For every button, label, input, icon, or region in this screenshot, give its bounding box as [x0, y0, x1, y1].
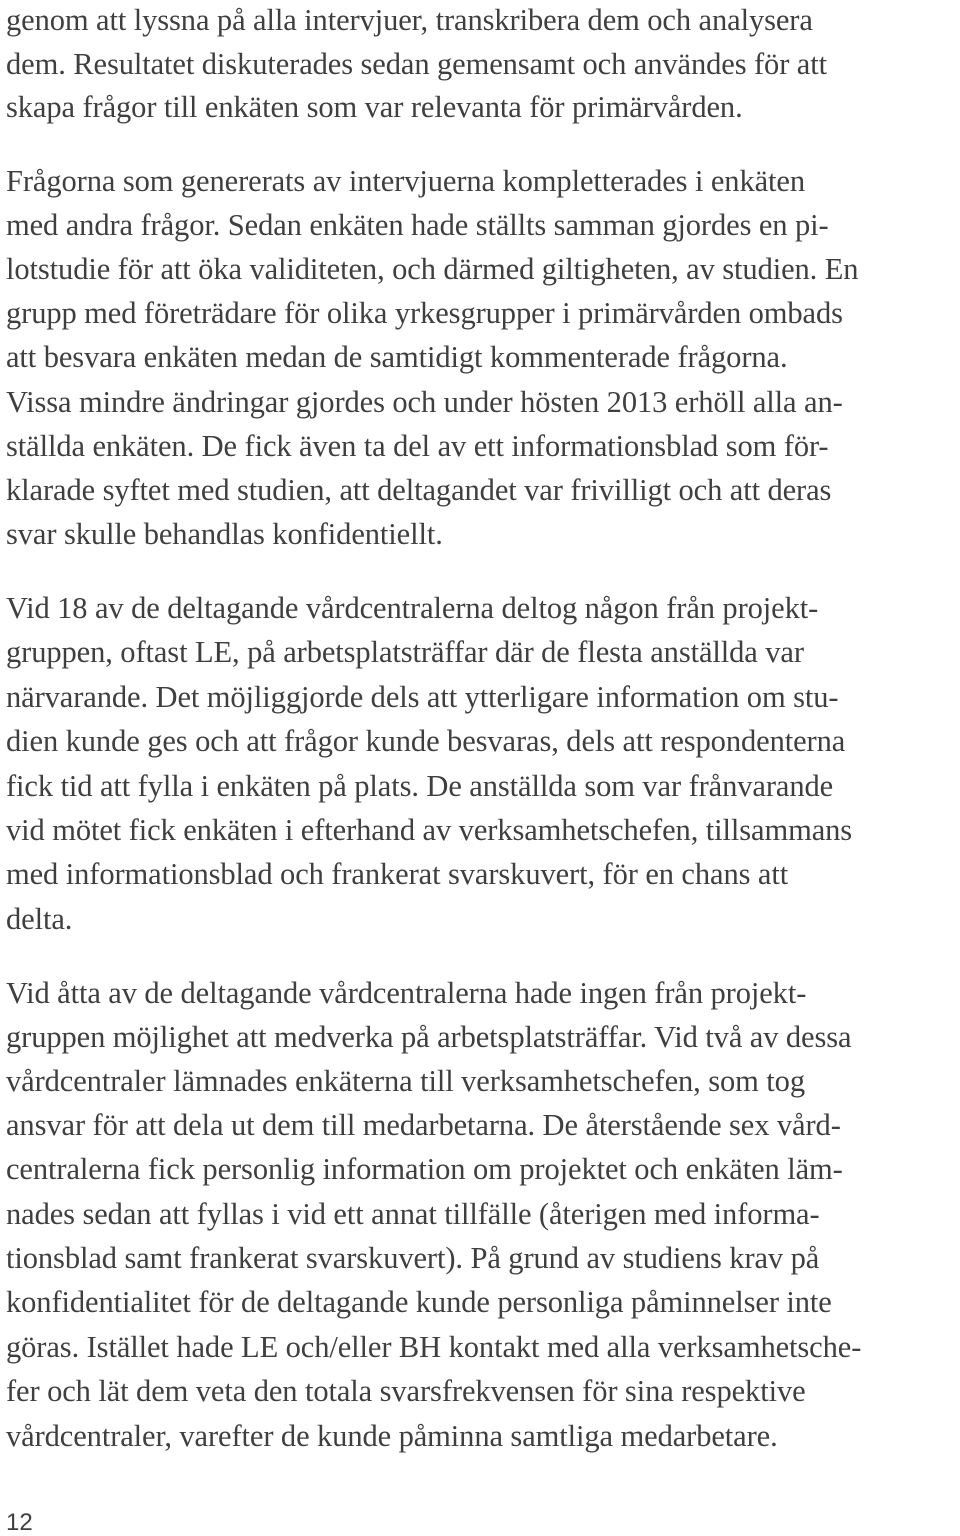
- text-line: att besvara enkäten medan de samtidigt kommenterade frågorna.: [6, 340, 788, 374]
- text-line: lotstudie för att öka validiteten, och därmed giltigheten, av studien. En: [6, 252, 859, 286]
- text-line: ansvar för att dela ut dem till medarbetarna. De återstående sex vård-: [6, 1108, 841, 1142]
- text-line: skapa frågor till enkäten som var relevanta för primärvården.: [6, 90, 743, 124]
- text-line: genom att lyssna på alla intervjuer, transkribera dem och analysera: [6, 3, 813, 37]
- text-line: klarade syftet med studien, att deltagandet var frivilligt och att deras: [6, 473, 832, 507]
- page-number: 12: [6, 1509, 33, 1536]
- text-line: Vid 18 av de deltagande vårdcentralerna deltog någon från projekt-: [6, 591, 819, 625]
- text-line: svar skulle behandlas konfidentiellt.: [6, 517, 443, 551]
- text-line: gruppen möjlighet att medverka på arbetsplatsträffar. Vid två av dessa: [6, 1020, 852, 1054]
- text-line: Frågorna som genererats av intervjuerna kompletterades i enkäten: [6, 164, 805, 198]
- text-line: vid mötet fick enkäten i efterhand av verksamhetschefen, tillsammans: [6, 813, 853, 847]
- text-line: grupp med företrädare för olika yrkesgrupper i primärvården ombads: [6, 296, 843, 330]
- text-line: ställda enkäten. De fick även ta del av ett informationsblad som för-: [6, 429, 829, 463]
- text-line: nades sedan att fyllas i vid ett annat tillfälle (återigen med informa-: [6, 1197, 820, 1231]
- text-line: fick tid att fylla i enkäten på plats. De anställda som var frånvarande: [6, 769, 834, 803]
- text-line: dem. Resultatet diskuterades sedan gemensamt och användes för att: [6, 47, 827, 81]
- text-line: tionsblad samt frankerat svarskuvert). På grund av studiens krav på: [6, 1241, 820, 1275]
- text-line: dien kunde ges och att frågor kunde besvaras, dels att respondenterna: [6, 724, 846, 758]
- text-line: centralerna fick personlig information om projektet och enkäten läm-: [6, 1152, 843, 1186]
- text-line: med informationsblad och frankerat svarskuvert, för en chans att: [6, 857, 789, 891]
- text-line: delta.: [6, 902, 73, 936]
- text-line: Vissa mindre ändringar gjordes och under hösten 2013 erhöll alla an-: [6, 385, 843, 419]
- text-line: fer och lät dem veta den totala svarsfrekvensen för sina respektive: [6, 1374, 806, 1408]
- text-line: närvarande. Det möjliggjorde dels att ytterligare information om stu-: [6, 680, 839, 714]
- text-line: vårdcentraler lämnades enkäterna till verksamhetschefen, som tog: [6, 1064, 805, 1098]
- text-line: gruppen, oftast LE, på arbetsplatsträffar där de flesta anställda var: [6, 635, 804, 669]
- text-line: göras. Istället hade LE och/eller BH kontakt med alla verksamhetsche-: [6, 1330, 862, 1364]
- text-line: konfidentialitet för de deltagande kunde personliga påminnelser inte: [6, 1285, 832, 1319]
- text-line: Vid åtta av de deltagande vårdcentralerna hade ingen från projekt-: [6, 976, 807, 1010]
- text-line: med andra frågor. Sedan enkäten hade ställts samman gjordes en pi-: [6, 208, 829, 242]
- text-line: vårdcentraler, varefter de kunde påminna samtliga medarbetare.: [6, 1419, 778, 1453]
